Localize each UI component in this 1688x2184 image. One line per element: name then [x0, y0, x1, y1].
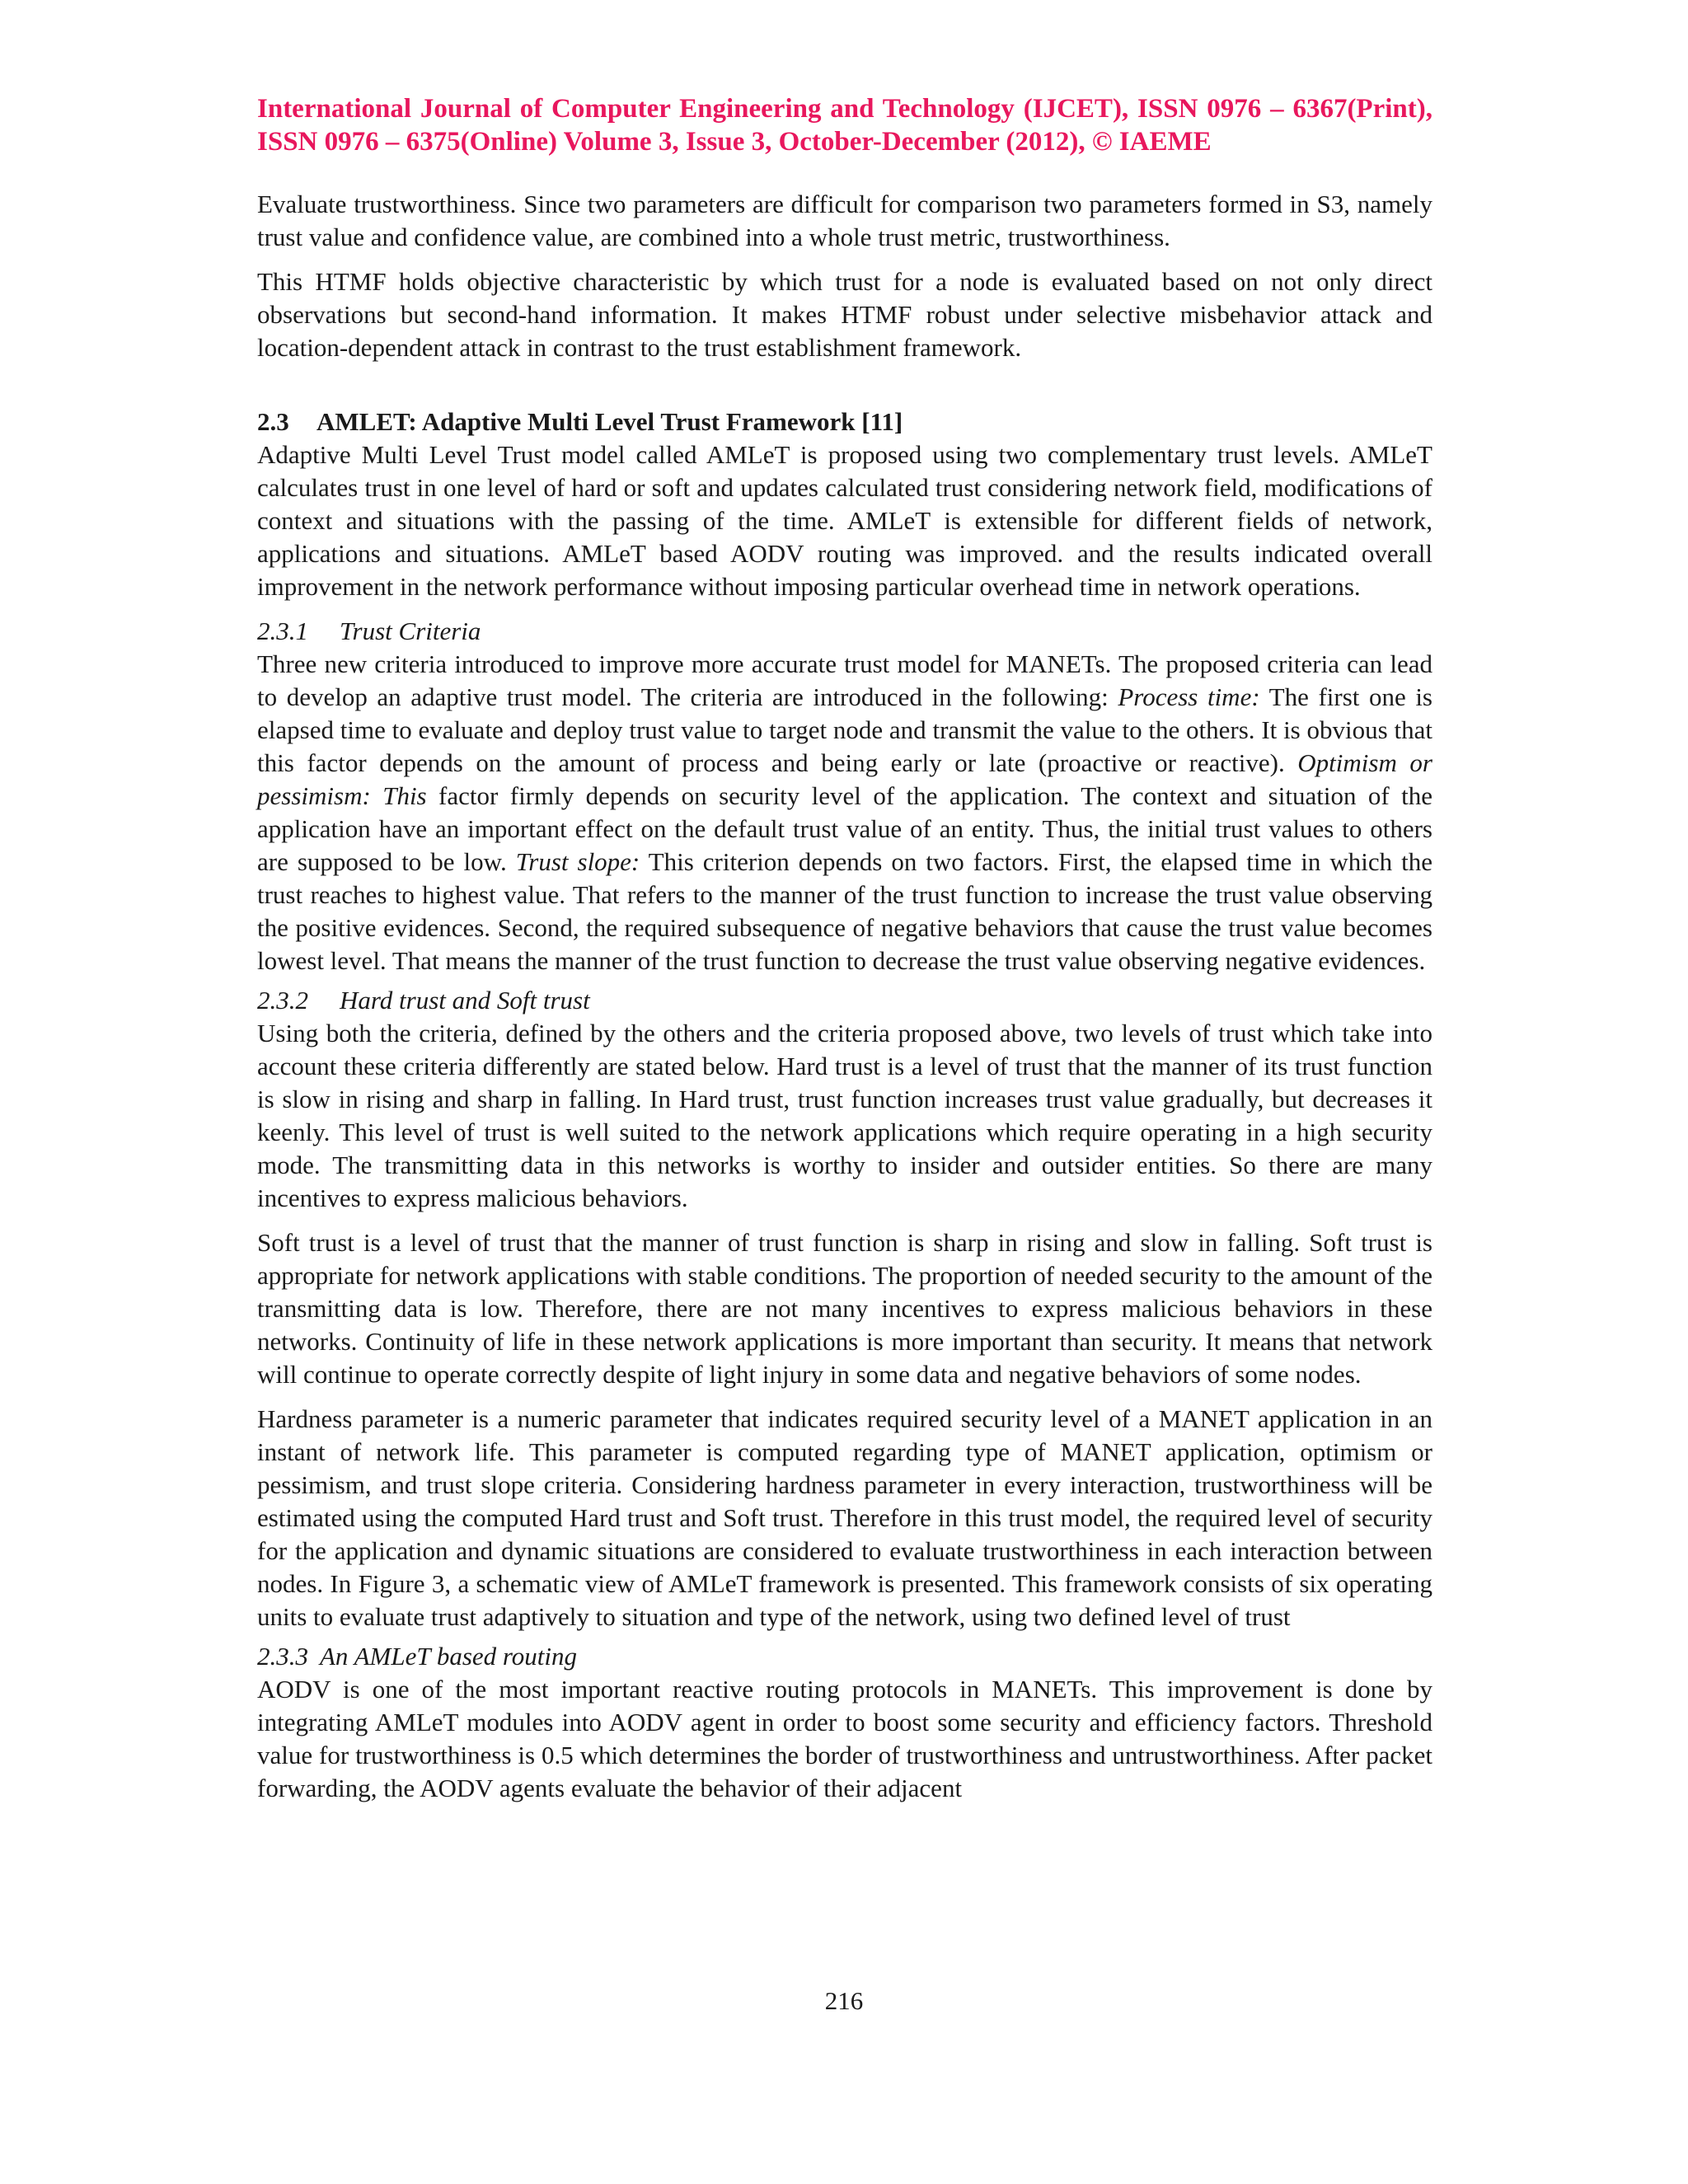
criteria-term-process-time: Process time: [1118, 682, 1260, 711]
intro-paragraph-1: Evaluate trustworthiness. Since two parameters are difficult for comparison two parameters formed in S3, namely trust value and confidence value, are combined into a whole trust metric, trustworthiness. [257, 190, 1432, 251]
page-body [257, 188, 1432, 1816]
subsection-number: 2.3.2 [257, 986, 308, 1015]
criteria-lead-text: Three new criteria introduced to improve more accurate trust model for MANETs. The proposed criteria can lead to develop an adaptive trust model. The criteria are introduced in the following: [257, 649, 1432, 711]
section-2-3-2-paragraph-2: Soft trust is a level of trust that the manner of trust function is sharp in rising and slow in falling. Soft trust is appropriate for network applications with stable conditions. The proportion of needed security to the amount of the transmitting data is low. Therefore, there are not many incentives to express malicious behaviors in these networks. Continuity of life in these network applications is more important than security. It means that network will continue to operate correctly despite of light injury in some data and negative behaviors of some nodes. [257, 1228, 1432, 1389]
criteria-term-optimism: Optimism or pessimism: This [257, 748, 1432, 810]
section-2-3-3-paragraph: AODV is one of the most important reactive routing protocols in MANETs. This improvement is done by integrating AMLeT modules into AODV agent in order to boost some security and efficiency factors. Threshold value for trustworthiness is 0.5 which determines the border of trustworthiness and untrustworthiness. After packet forwarding, the AODV agents evaluate the behavior of their adjacent [257, 1675, 1432, 1802]
section-title: AMLET: Adaptive Multi Level Trust Framework [11] [316, 407, 903, 436]
section-heading-2-3 [257, 405, 1432, 438]
page-number: 216 [824, 1986, 864, 2015]
subsection-number: 2.3.3 [257, 1642, 308, 1671]
section-2-3-1-paragraph [257, 648, 1432, 977]
subsection-heading-2-3-1 [257, 615, 1432, 648]
section-2-3-2-paragraph-1: Using both the criteria, defined by the others and the criteria proposed above, two levels of trust which take into account these criteria differently are stated below. Hard trust is a level of trust that the manner of its trust function is slow in rising and sharp in falling. In Hard trust, trust function increases trust value gradually, but decreases it keenly. This level of trust is well suited to the network applications which require operating in a high security mode. The transmitting data in this networks is worthy to insider and outsider entities. So there are many incentives to express malicious behaviors. [257, 1019, 1432, 1212]
section-2-3-2-paragraph-3: Hardness parameter is a numeric parameter that indicates required security level of a MANET application in an instant of network life. This parameter is computed regarding type of MANET application, optimism or pessimism, and trust slope criteria. Considering hardness parameter in every interaction, trustworthiness will be estimated using the computed Hard trust and Soft trust. Therefore in this trust model, the required level of security for the application and dynamic situations are considered to evaluate trustworthiness in each interaction between nodes. In Figure 3, a schematic view of AMLeT framework is presented. This framework consists of six operating units to evaluate trust adaptively to situation and type of the network, using two defined level of trust [257, 1404, 1432, 1631]
subsection-title: Hard trust and Soft trust [340, 986, 590, 1015]
subsection-title: An AMLeT based routing [320, 1642, 578, 1671]
subsection-heading-2-3-2 [257, 984, 1432, 1017]
journal-header-text: International Journal of Computer Engineering and Technology (IJCET), ISSN 0976 – 6367(Print), ISSN 0976 – 6375(Online) Volume 3, Issue 3, October-December (2012), © IAEME [257, 94, 1432, 157]
journal-header [257, 92, 1432, 158]
criteria-term-trust-slope: Trust slope: [515, 847, 640, 876]
section-number: 2.3 [257, 407, 289, 436]
subsection-number: 2.3.1 [257, 616, 308, 645]
section-2-3-paragraph: Adaptive Multi Level Trust model called AMLeT is proposed using two complementary trust levels. AMLeT calculates trust in one level of hard or soft and updates calculated trust considering network field, modifications of context and situations with the passing of the time. AMLeT is extensible for different fields of network, applications and situations. AMLeT based AODV routing was improved. and the results indicated overall improvement in the network performance without imposing particular overhead time in network operations. [257, 440, 1432, 601]
criteria-text-trust-slope: This criterion depends on two factors. First, the elapsed time in which the trust reaches to highest value. That refers to the manner of the trust function to increase the trust value observing the positive evidences. Second, the required subsequence of negative behaviors that cause the trust value becomes lowest level. That means the manner of the trust function to decrease the trust value observing negative evidences. [257, 847, 1433, 975]
criteria-text-optimism: factor firmly depends on security level of the application. The context and situation of the application have an important effect on the default trust value of an entity. Thus, the initial trust values to others are supposed to be low. [257, 781, 1432, 876]
intro-paragraph-2: This HTMF holds objective characteristic by which trust for a node is evaluated based on not only direct observations but second-hand information. It makes HTMF robust under selective misbehavior attack and location-dependent attack in contrast to the trust establishment framework. [257, 267, 1432, 362]
criteria-text-process-time: The first one is elapsed time to evaluate and deploy trust value to target node and transmit the value to the others. It is obvious that this factor depends on the amount of process and being early or late (proactive or reactive). [257, 682, 1432, 777]
subsection-heading-2-3-3 [257, 1640, 1432, 1673]
subsection-title: Trust Criteria [340, 616, 481, 645]
